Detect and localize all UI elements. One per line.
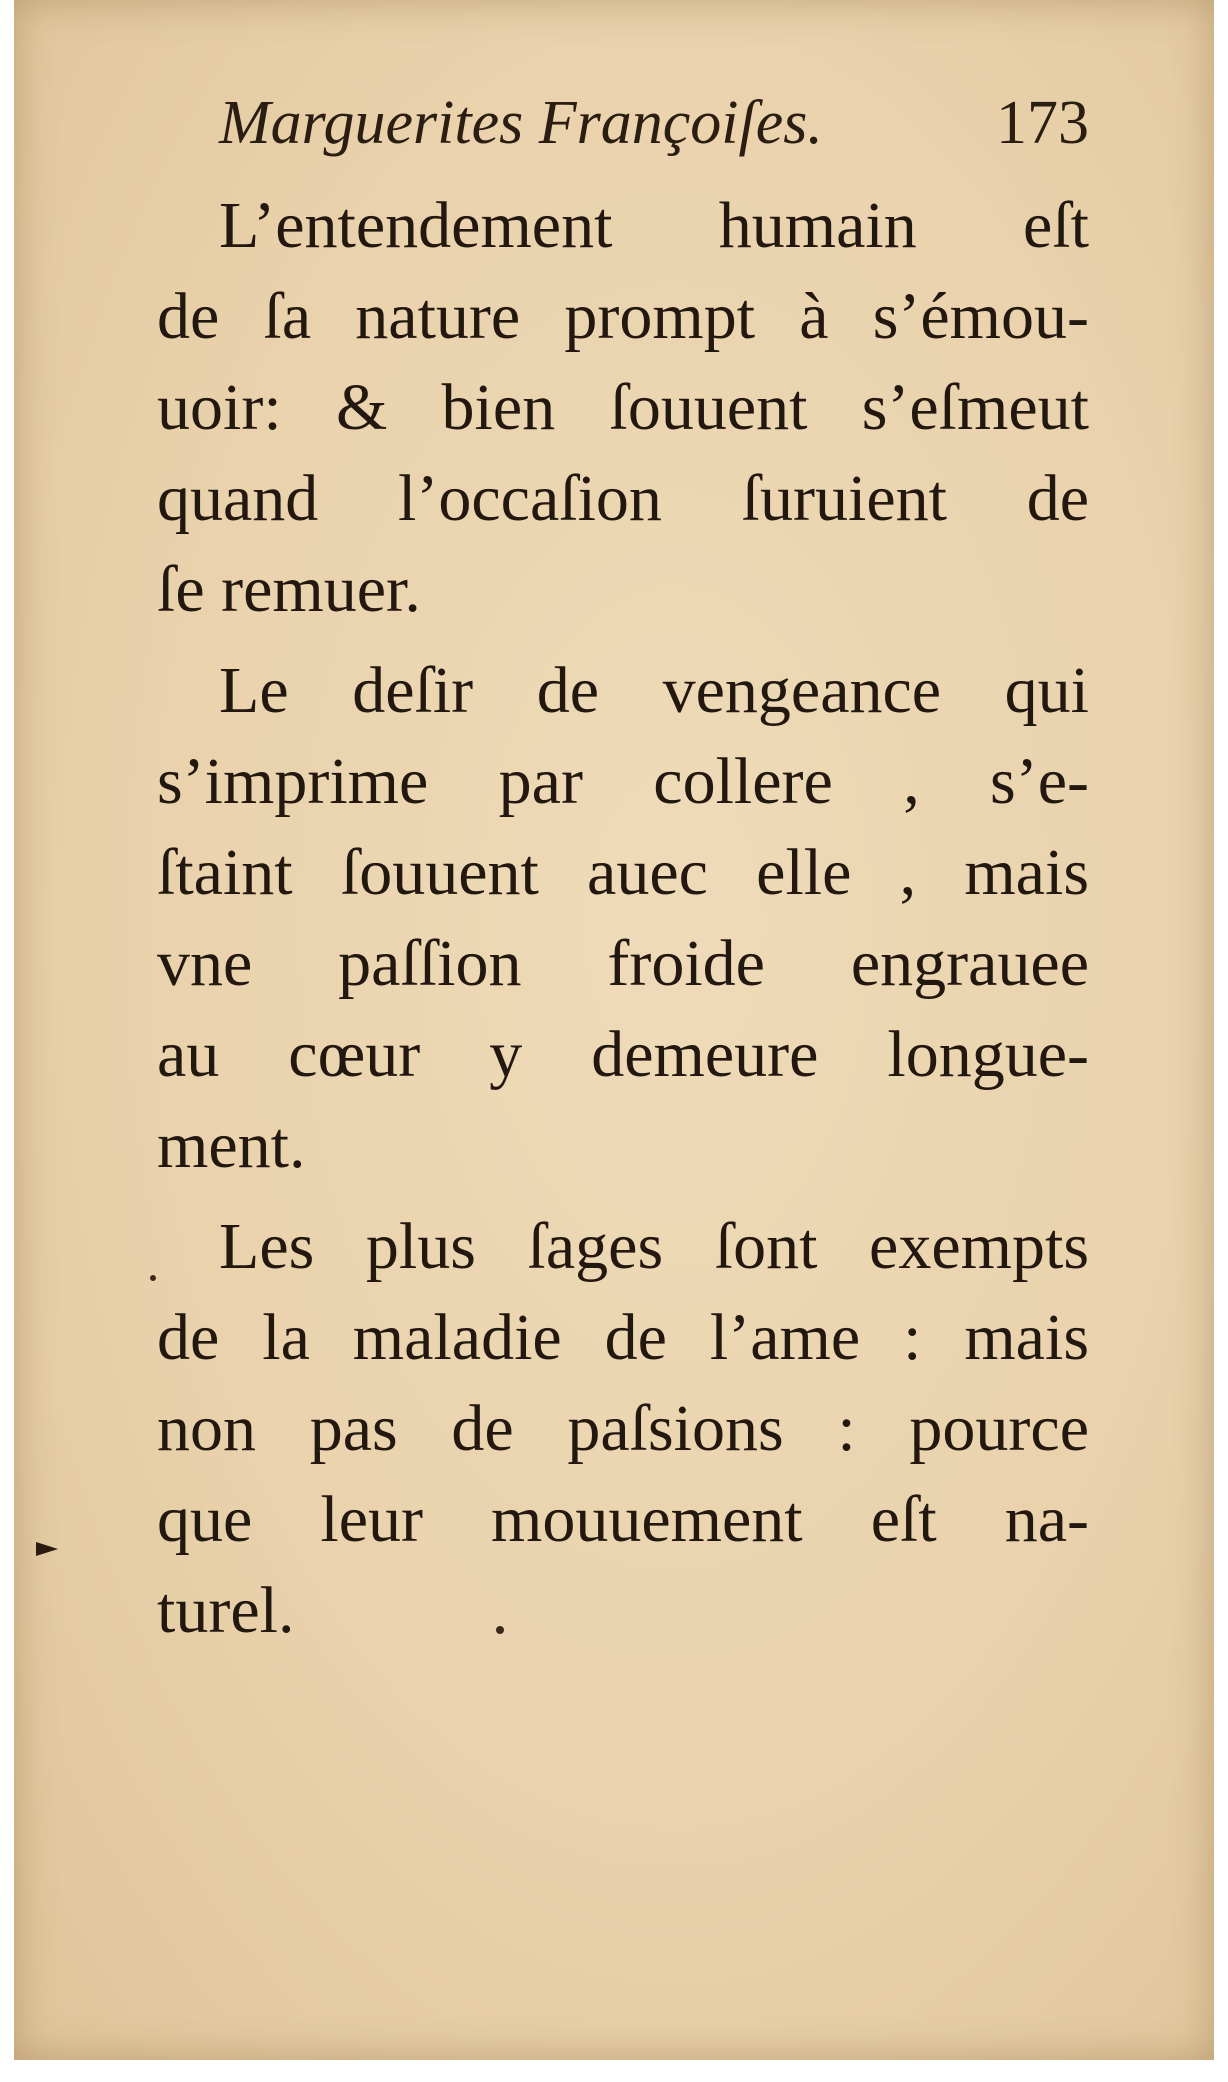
text-line: vne paſſion froide engrauee	[157, 927, 1089, 1000]
paragraph-1	[157, 180, 1089, 635]
text-line: non pas de paſsions : pource	[157, 1392, 1089, 1465]
ink-speck	[496, 1626, 504, 1634]
text-line: uoir: & bien ſouuent s’eſmeut	[157, 371, 1089, 444]
paragraph-2	[157, 645, 1089, 1191]
text-line: ment.	[157, 1109, 306, 1182]
text-line: de la maladie de l’ame : mais	[157, 1301, 1089, 1374]
text-line: au cœur y demeure longue-	[157, 1018, 1089, 1091]
running-title: Marguerites Françoiſes.	[219, 89, 823, 157]
text-line: Le deſir de vengeance qui	[219, 654, 1089, 727]
text-line: quand l’occaſion ſuruient de	[157, 462, 1089, 535]
paragraph-3	[157, 1201, 1089, 1656]
ink-speck	[150, 1275, 156, 1281]
text-line: Les plus ſages ſont exempts	[219, 1210, 1089, 1283]
page-number: 173	[996, 89, 1089, 157]
text-line: de ſa nature prompt à s’émou-	[157, 280, 1089, 353]
text-line: que leur mouuement eſt na-	[157, 1483, 1089, 1556]
text-line: s’imprime par collere , s’e-	[157, 745, 1089, 818]
book-page	[14, 0, 1214, 2060]
page-body	[157, 180, 1089, 1656]
running-header	[219, 88, 1089, 168]
text-line: ſtaint ſouuent auec elle , mais	[157, 836, 1089, 909]
text-line: turel.	[157, 1574, 295, 1647]
margin-mark-icon	[36, 1542, 58, 1556]
text-line: ſe remuer.	[157, 553, 421, 626]
text-line: L’entendement humain eſt	[219, 189, 1089, 262]
